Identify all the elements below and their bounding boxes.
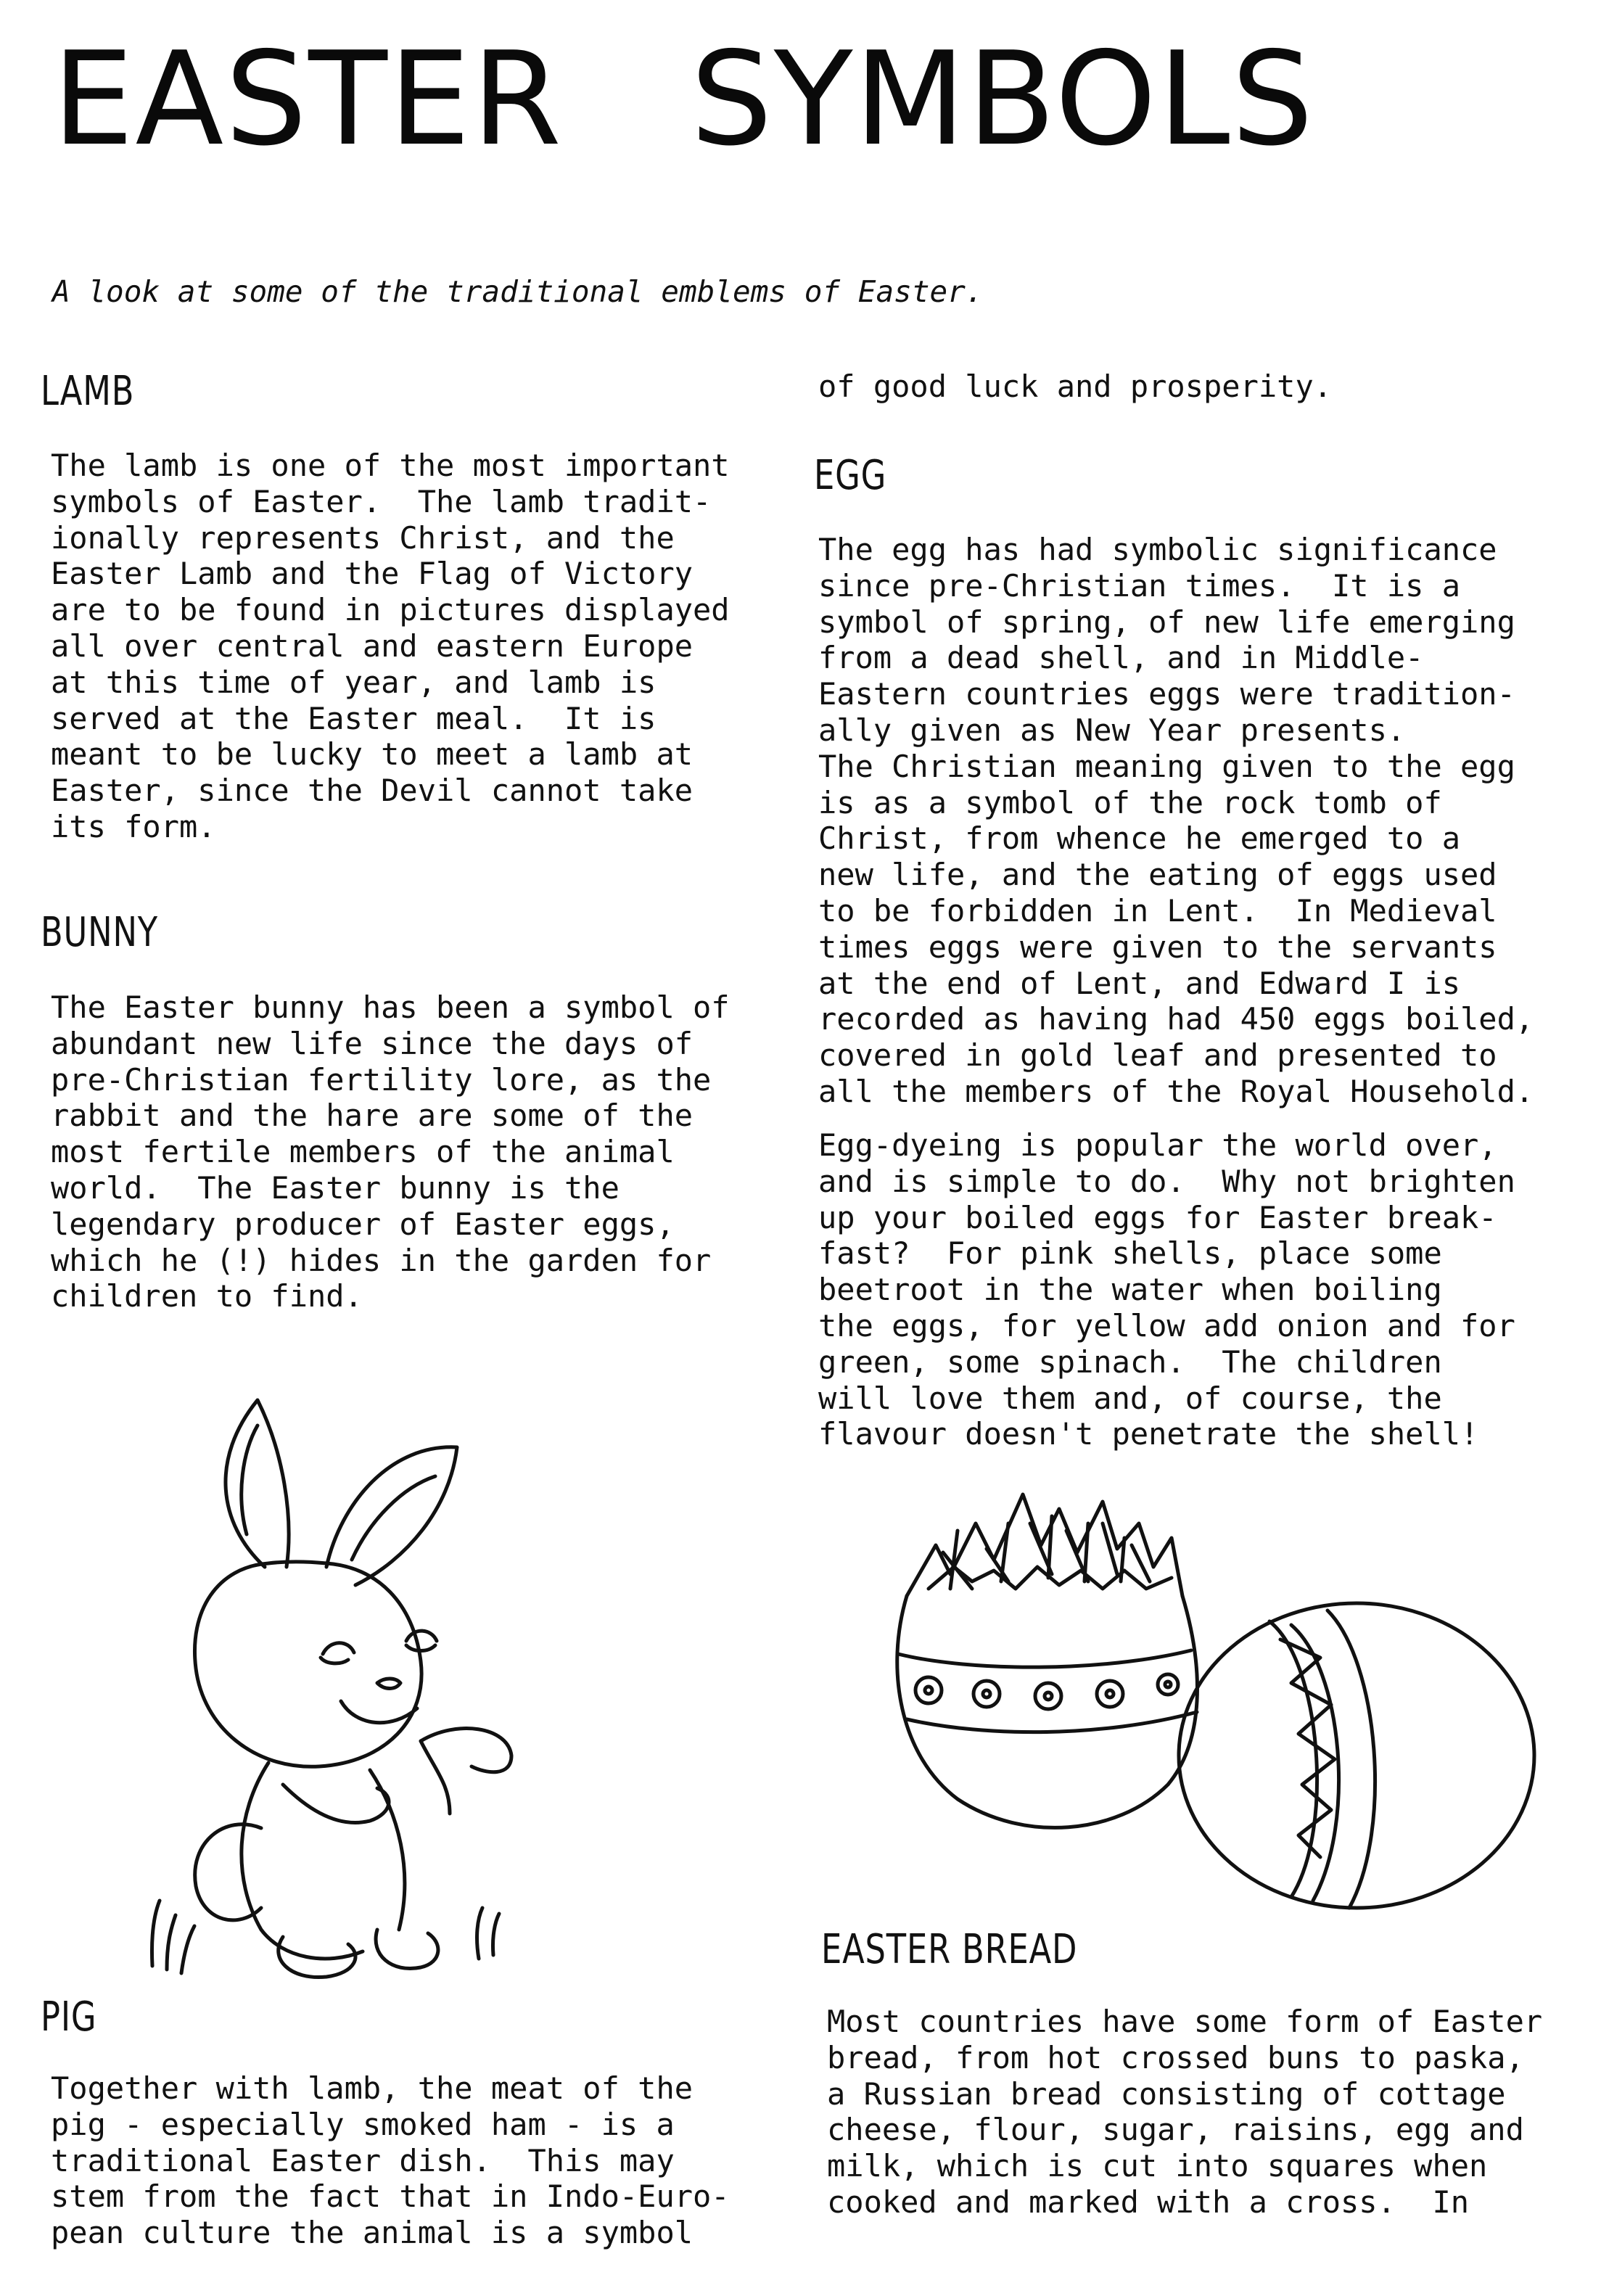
bunny-body: The Easter bunny has been a symbol of abundant new life since the days of pre-Christian fertility lore, as the rabbit and the hare are some of the most fertile members of the animal world. The Easter bunny is the legendary producer of Easter eggs, which he (!) hides in the garden for children to find. [51, 989, 730, 1314]
egg-heading: EGG [814, 452, 887, 499]
easter-bread-body: Most countries have some form of Easter bread, from hot crossed buns to paska, a Russian bread consisting of cottage cheese, flour, sugar, raisins, egg and milk, which is cut into squares when cooked and marked with a cross. In [827, 2004, 1543, 2220]
egg-body-2: Egg-dyeing is popular the world over, and is simple to do. Why not brighten up your boiled eggs for Easter break- fast? For pink shells, place some beetroot in the water when boiling the eggs, for yellow add onion and for green, some spinach. The children will love them and, of course, the flavour doesn't penetrate the shell! [818, 1127, 1515, 1452]
egg-body: The egg has had symbolic significance since pre-Christian times. It is a symbol of spring, of new life emerging from a dead shell, and in Middle- Eastern countries eggs were tradition- ally given as New Year presents. The Christian meaning given to the egg is as a symbol of the rock tomb of Christ, from whence he emerged to a new life, and the eating of eggs used to be forbidden in Lent. In Medieval times eggs were given to the servants at the end of Lent, and Edward I is recorded as having had 450 eggs boiled, covered in gold leaf and presented to all the members of the Royal Household. [818, 532, 1534, 1109]
page-title: EASTER SYMBOLS [52, 24, 1315, 174]
bunny-illustration [109, 1378, 515, 1980]
pig-heading: PIG [41, 1993, 97, 2041]
lamb-heading: LAMB [41, 368, 135, 415]
eggs-illustration [885, 1480, 1552, 1930]
lamb-body: The lamb is one of the most important symbols of Easter. The lamb tradit- ionally represents Christ, and the Easter Lamb and the Flag of Victory are to be found in pictures displayed all over central and eastern Europe at this time of year, and lamb is served at the Easter meal. It is meant to be lucky to meet a lamb at Easter, since the Devil cannot take its form. [51, 448, 730, 844]
pig-body: Together with lamb, the meat of the pig - especially smoked ham - is a traditional Easter dish. This may stem from the fact that in Indo-Euro- pean culture the animal is a symbol [51, 2070, 730, 2251]
easter-bread-heading: EASTER BREAD [821, 1926, 1078, 1973]
page-subtitle: A look at some of the traditional emblems of Easter. [52, 274, 984, 309]
pig-body-continued: of good luck and prosperity. [818, 369, 1333, 404]
bunny-heading: BUNNY [41, 909, 158, 956]
